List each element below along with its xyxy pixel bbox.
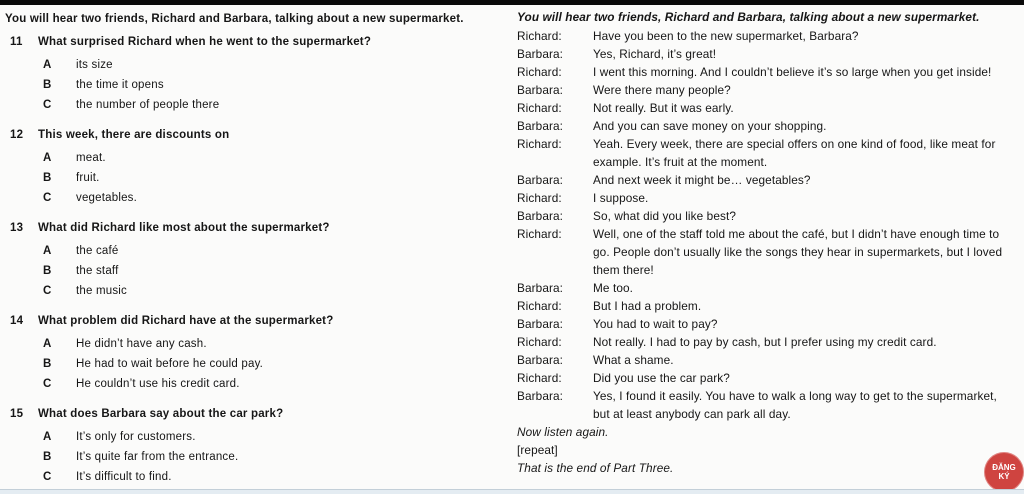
speaker-label: Barbara: [517, 173, 564, 187]
transcript-line [517, 207, 1020, 225]
question-number: 15 [10, 408, 24, 420]
transcript-line [517, 189, 1020, 207]
speech-text: I went this morning. And I couldn’t believe it’s so large when you get inside! [593, 65, 992, 79]
speech-text: Have you been to the new supermarket, Barbara? [593, 29, 859, 43]
speaker-label: Richard: [517, 65, 562, 79]
speaker-label: Barbara: [517, 83, 564, 97]
option-text: It’s difficult to find. [76, 471, 172, 483]
option-row [5, 281, 504, 301]
option-letter: C [43, 192, 52, 204]
options-list [5, 55, 504, 115]
transcript-line [517, 315, 1020, 333]
transcript-line [517, 81, 1020, 99]
subscribe-badge[interactable] [984, 452, 1024, 492]
speaker-label: Richard: [517, 29, 562, 43]
speaker-label: Richard: [517, 335, 562, 349]
questions-panel [0, 5, 506, 494]
speech-text: Me too. [593, 281, 634, 295]
subscribe-badge-line1: ĐĂNG [992, 463, 1016, 472]
option-row [5, 261, 504, 281]
speaker-label: Barbara: [517, 389, 564, 403]
option-row [5, 95, 504, 115]
transcript-line [517, 297, 1020, 315]
closing-list [517, 423, 1020, 477]
question-header [5, 125, 504, 145]
speech-text: Not really. I had to pay by cash, but I prefer using my credit card. [593, 335, 937, 349]
option-letter: B [43, 79, 52, 91]
transcript-line [517, 225, 1020, 279]
option-letter: B [43, 172, 52, 184]
speaker-label: Richard: [517, 227, 562, 241]
speaker-label: Barbara: [517, 353, 564, 367]
speaker-label: Barbara: [517, 119, 564, 133]
speech-text: I suppose. [593, 191, 649, 205]
transcript-line [517, 63, 1020, 81]
option-text: the music [76, 285, 128, 297]
transcript-line [517, 369, 1020, 387]
speech-text: And next week it might be… vegetables? [593, 173, 811, 187]
option-text: meat. [76, 152, 106, 164]
closing-line: [repeat] [517, 443, 558, 457]
transcript-line [517, 45, 1020, 63]
question-block [5, 218, 504, 301]
option-text: It’s quite far from the entrance. [76, 451, 239, 463]
speech-text: Did you use the car park? [593, 371, 730, 385]
transcript-list [517, 27, 1020, 423]
speech-text: So, what did you like best? [593, 209, 737, 223]
question-text: What problem did Richard have at the supermarket? [38, 315, 334, 327]
transcript-line [517, 351, 1020, 369]
question-text: What did Richard like most about the supermarket? [38, 222, 330, 234]
speaker-label: Barbara: [517, 281, 564, 295]
question-block [5, 32, 504, 115]
option-row [5, 354, 504, 374]
option-text: the café [76, 245, 119, 257]
speech-text: Were there many people? [593, 83, 731, 97]
option-text: fruit. [76, 172, 100, 184]
option-row [5, 334, 504, 354]
speech-text: Yes, Richard, it’s great! [593, 47, 717, 61]
subscribe-badge-line2: KÝ [998, 472, 1010, 481]
transcript-line [517, 333, 1020, 351]
option-letter: B [43, 265, 52, 277]
transcript-panel [512, 5, 1024, 477]
option-text: He couldn’t use his credit card. [76, 378, 240, 390]
question-number: 13 [10, 222, 24, 234]
question-text: What does Barbara say about the car park? [38, 408, 284, 420]
speech-text: And you can save money on your shopping. [593, 119, 827, 133]
right-intro-text: You will hear two friends, Richard and Barbara, talking about a new supermarket. [517, 10, 980, 24]
option-text: its size [76, 59, 113, 71]
speaker-label: Richard: [517, 137, 562, 151]
option-row [5, 374, 504, 394]
option-row [5, 148, 504, 168]
options-list [5, 427, 504, 487]
speech-text: Not really. But it was early. [593, 101, 734, 115]
question-header [5, 218, 504, 238]
question-header [5, 311, 504, 331]
option-row [5, 467, 504, 487]
speech-text: But I had a problem. [593, 299, 702, 313]
bottom-strip [0, 489, 1024, 494]
questions-list [5, 32, 504, 487]
option-letter: A [43, 152, 52, 164]
option-text: the number of people there [76, 99, 220, 111]
closing-line: Now listen again. [517, 425, 609, 439]
option-row [5, 75, 504, 95]
option-letter: A [43, 245, 52, 257]
options-list [5, 334, 504, 394]
transcript-line [517, 279, 1020, 297]
option-row [5, 168, 504, 188]
option-row [5, 241, 504, 261]
transcript-line [517, 135, 1020, 171]
question-number: 12 [10, 129, 24, 141]
speech-text: Yeah. Every week, there are special offers on one kind of food, like meat for example. It’s fruit at the moment. [593, 137, 996, 169]
option-letter: C [43, 99, 52, 111]
option-letter: A [43, 59, 52, 71]
speaker-label: Barbara: [517, 47, 564, 61]
option-letter: A [43, 431, 52, 443]
speaker-label: Richard: [517, 191, 562, 205]
option-letter: C [43, 285, 52, 297]
question-block [5, 125, 504, 208]
transcript-line [517, 171, 1020, 189]
option-text: He didn’t have any cash. [76, 338, 207, 350]
question-text: This week, there are discounts on [38, 129, 230, 141]
question-header [5, 32, 504, 52]
option-row [5, 55, 504, 75]
left-intro-text: You will hear two friends, Richard and Barbara, talking about a new supermarket. [5, 13, 464, 25]
option-letter: C [43, 471, 52, 483]
question-block [5, 404, 504, 487]
speech-text: Well, one of the staff told me about the café, but I didn’t have enough time to go. People don’t usually like the songs they hear in supermarkets, but I loved them there! [593, 227, 1003, 277]
question-number: 11 [10, 36, 23, 48]
option-row [5, 427, 504, 447]
option-row [5, 447, 504, 467]
transcript-line [517, 27, 1020, 45]
speaker-label: Barbara: [517, 209, 564, 223]
speaker-label: Barbara: [517, 317, 564, 331]
transcript-line [517, 117, 1020, 135]
options-list [5, 148, 504, 208]
transcript-line [517, 99, 1020, 117]
question-number: 14 [10, 315, 24, 327]
option-text: It’s only for customers. [76, 431, 196, 443]
question-header [5, 404, 504, 424]
option-letter: A [43, 338, 52, 350]
speech-text: You had to wait to pay? [593, 317, 718, 331]
option-text: the time it opens [76, 79, 164, 91]
option-letter: B [43, 451, 52, 463]
option-text: vegetables. [76, 192, 138, 204]
speaker-label: Richard: [517, 299, 562, 313]
question-block [5, 311, 504, 394]
speaker-label: Richard: [517, 101, 562, 115]
speech-text: What a shame. [593, 353, 674, 367]
speech-text: Yes, I found it easily. You have to walk a long way to get to the supermarket, but at least anybody can park all day. [593, 389, 997, 421]
closing-line: That is the end of Part Three. [517, 461, 674, 475]
option-row [5, 188, 504, 208]
option-text: the staff [76, 265, 119, 277]
option-text: He had to wait before he could pay. [76, 358, 264, 370]
option-letter: B [43, 358, 52, 370]
question-text: What surprised Richard when he went to the supermarket? [38, 36, 372, 48]
options-list [5, 241, 504, 301]
speaker-label: Richard: [517, 371, 562, 385]
option-letter: C [43, 378, 52, 390]
transcript-line [517, 387, 1020, 423]
